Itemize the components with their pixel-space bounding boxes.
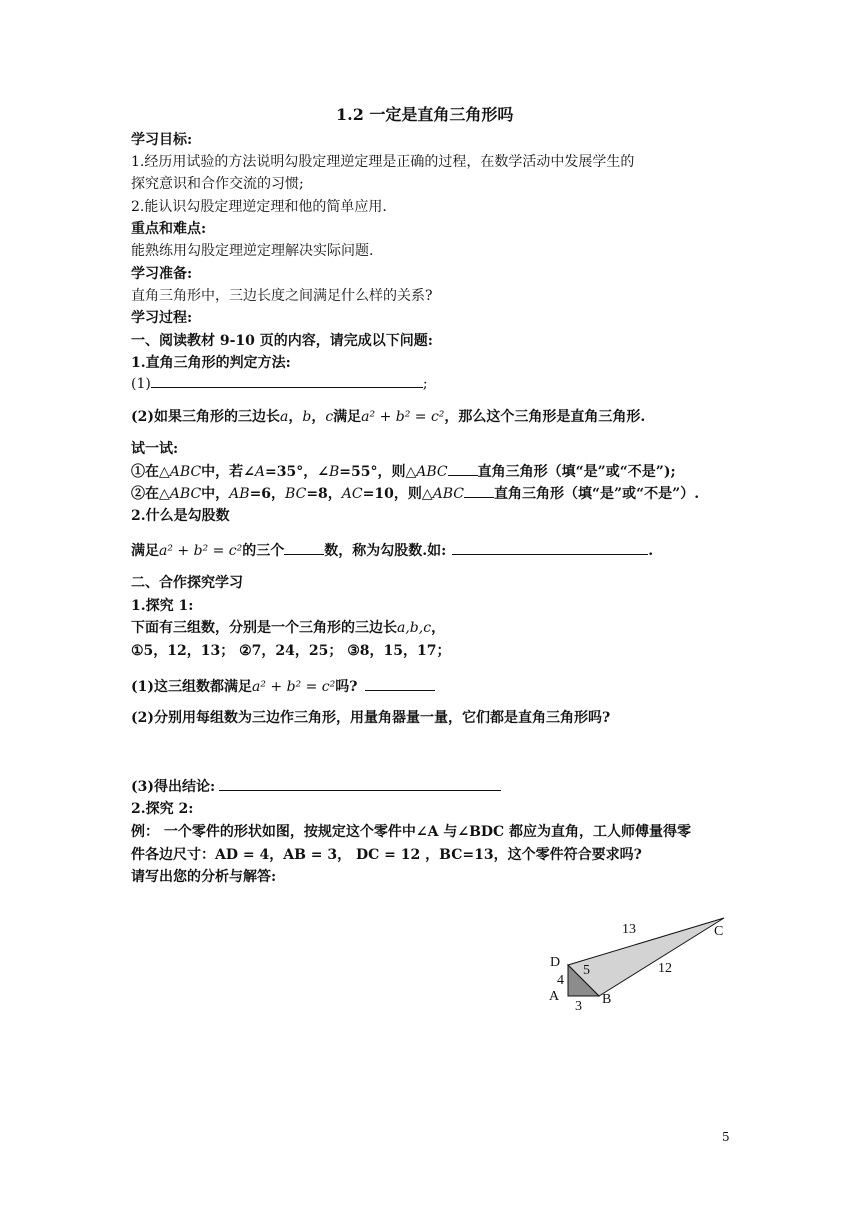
- text: 满足: [131, 543, 159, 559]
- var-abc: ABC: [169, 464, 202, 480]
- text: 直角三角形（填“是”或“不是”);: [477, 464, 676, 480]
- var-abc: ABC: [432, 486, 464, 502]
- process-heading: 学习过程:: [131, 310, 193, 326]
- text: ②在△: [131, 486, 170, 502]
- answer-prompt: 请写出您的分析与解答:: [131, 869, 277, 885]
- var-abc: a,b,c: [397, 620, 432, 636]
- text: 吗?: [335, 679, 358, 695]
- try-1-blank[interactable]: [448, 461, 478, 476]
- objectives-heading: 学习目标:: [131, 132, 193, 148]
- text: =6，: [249, 486, 286, 502]
- explore-1-intro: [131, 618, 445, 638]
- var-B: B: [328, 464, 340, 480]
- q1-2-prefix: (2)如果三角形的三边长: [131, 409, 280, 425]
- explore-q1: [131, 676, 435, 697]
- page-title: 1.2 一定是直角三角形吗: [336, 105, 514, 124]
- label-A: A: [549, 989, 560, 1004]
- preparation-heading: 学习准备:: [131, 266, 193, 282]
- explore-q1-blank[interactable]: [365, 676, 435, 691]
- length-13: 13: [622, 922, 636, 937]
- comma: ，: [311, 409, 326, 425]
- pythagorean-formula: a² + b² = c²: [159, 543, 243, 559]
- pythag-blank-1[interactable]: [284, 540, 324, 555]
- length-5: 5: [583, 963, 590, 978]
- text: 的三个: [242, 543, 285, 559]
- length-12: 12: [658, 961, 672, 976]
- explore-1-heading: 1.探究 1:: [131, 598, 194, 614]
- triangle-dbc: [568, 918, 724, 996]
- var-BC: BC: [285, 486, 307, 502]
- explore-q3: [131, 776, 501, 797]
- text: 直角三角形（填“是”或“不是”）.: [493, 486, 700, 502]
- q1-2-mid: 满足: [333, 409, 362, 425]
- label-B: B: [602, 992, 612, 1007]
- var-A: A: [254, 464, 266, 480]
- objective-1a: 1.经历用试验的方法说明勾股定理逆定理是正确的过程，在数学活动中发展学生的: [131, 154, 635, 170]
- key-points-heading: 重点和难点:: [131, 221, 207, 237]
- var-b: b: [302, 409, 312, 425]
- try-line-1: [131, 461, 676, 482]
- label-D: D: [550, 955, 561, 970]
- objective-1b: 探究意识和合作交流的习惯;: [131, 176, 304, 192]
- try-heading: 试一试:: [131, 441, 179, 457]
- explore-q2: (2)分别用每组数为三边作三角形，用量角器量一量，它们都是直角三角形吗?: [131, 710, 611, 726]
- q1-1-prefix: (1): [131, 376, 151, 392]
- text: =55°，则△: [339, 464, 417, 480]
- text: (3)得出结论:: [131, 779, 216, 795]
- try-line-2: [131, 483, 699, 504]
- example-line-1: 例： 一个零件的形状如图，按规定这个零件中∠A 与∠BDC 都应为直角，工人师傅量得零: [131, 824, 692, 840]
- var-abc: ABC: [416, 464, 448, 480]
- pythagorean-formula: a² + b² = c²: [252, 679, 336, 695]
- question-1: 1.直角三角形的判定方法:: [131, 355, 291, 371]
- text: =10，则△: [362, 486, 433, 502]
- text: 中，: [201, 486, 230, 502]
- number-groups: ①5，12，13； ②7，24，25； ③8，15，17；: [131, 643, 451, 659]
- q1-1-suffix: ;: [422, 376, 428, 392]
- question-1-2: [131, 407, 645, 427]
- var-abc: ABC: [169, 486, 202, 502]
- text: =35°，∠: [265, 464, 329, 480]
- q1-2-suffix: ，那么这个三角形是直角三角形.: [444, 409, 646, 425]
- part2-heading: 二、合作探究学习: [131, 575, 243, 591]
- page-number: 5: [722, 1130, 730, 1144]
- conclusion-blank[interactable]: [219, 776, 501, 791]
- question-1-1: [131, 373, 428, 394]
- key-points-text: 能熟练用勾股定理逆定理解决实际问题.: [131, 243, 374, 259]
- text: ，: [431, 620, 446, 636]
- length-3: 3: [575, 999, 582, 1014]
- pythagorean-formula: a² + b² = c²: [361, 409, 445, 425]
- objective-2: 2.能认识勾股定理逆定理和他的简单应用.: [131, 199, 387, 215]
- q1-1-blank[interactable]: [151, 373, 423, 388]
- label-C: C: [714, 924, 724, 939]
- preparation-text: 直角三角形中，三边长度之间满足什么样的关系?: [131, 288, 433, 304]
- pythag-blank-2[interactable]: [452, 540, 648, 555]
- length-4: 4: [557, 973, 564, 988]
- example-line-2: 件各边尺寸：AD = 4，AB = 3， DC = 12 ，BC=13，这个零件符合要求吗?: [131, 847, 642, 863]
- text: 下面有三组数，分别是一个三角形的三边长: [131, 620, 397, 636]
- pythag-numbers-line: [131, 540, 653, 561]
- pythag-numbers-heading: 2.什么是勾股数: [131, 508, 230, 524]
- triangle-figure: [540, 908, 750, 1018]
- text: (1)这三组数都满足: [131, 679, 252, 695]
- var-c: c: [325, 409, 334, 425]
- try-2-blank[interactable]: [464, 483, 494, 498]
- var-AB: AB: [229, 486, 250, 502]
- text: 中，若∠: [201, 464, 255, 480]
- comma: ，: [288, 409, 303, 425]
- var-a: a: [280, 409, 289, 425]
- text: 数，称为勾股数.如:: [324, 543, 447, 559]
- var-AC: AC: [341, 486, 363, 502]
- part1-heading: 一、阅读教材 9-10 页的内容，请完成以下问题:: [131, 333, 433, 349]
- text: =8，: [306, 486, 342, 502]
- text: .: [648, 543, 654, 559]
- explore-2-heading: 2.探究 2:: [131, 801, 194, 817]
- text: ①在△: [131, 464, 170, 480]
